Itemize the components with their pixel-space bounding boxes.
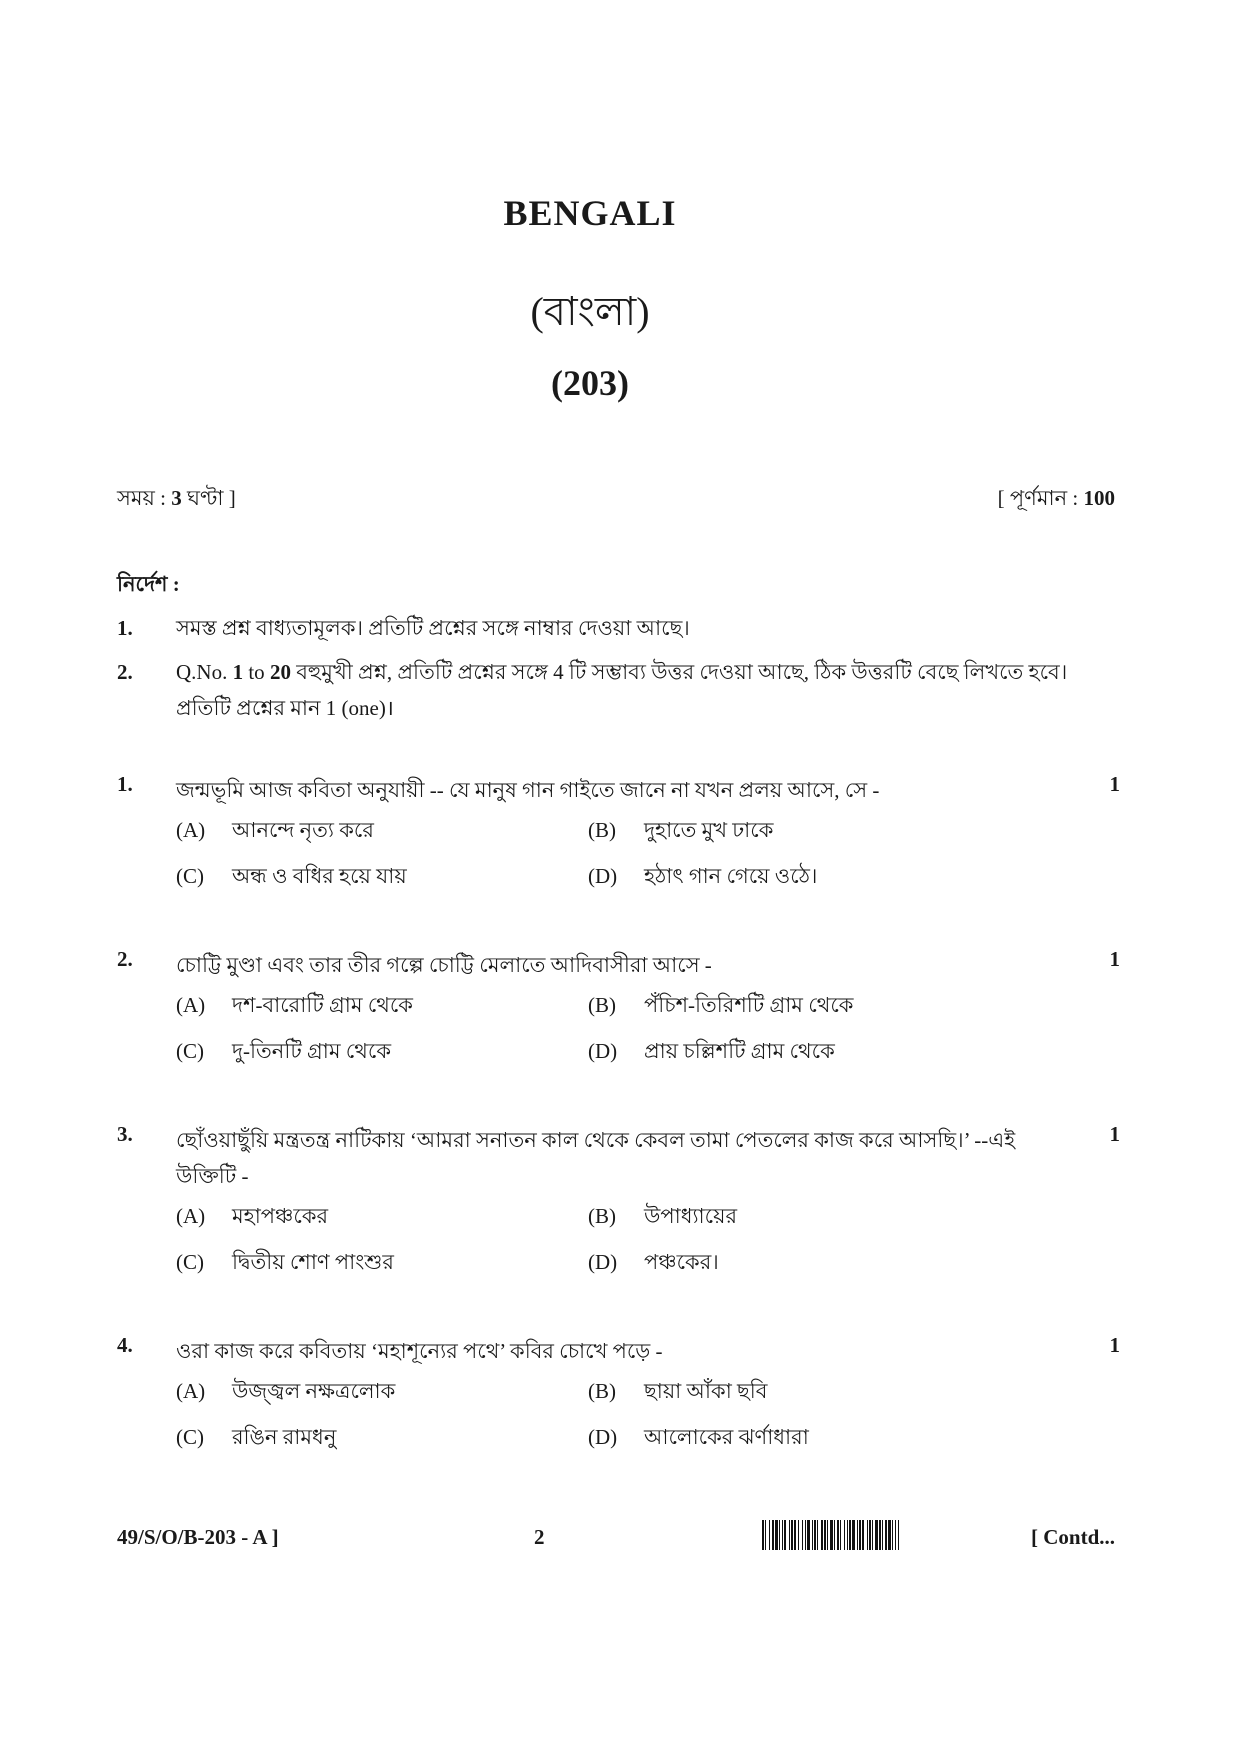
option-text: রঙিন রামধনু [232, 1425, 337, 1449]
option-a [176, 989, 413, 1024]
option-d [588, 1035, 835, 1070]
option-label: (B) [588, 818, 616, 842]
option-text: হঠাৎ গান গেয়ে ওঠে। [644, 864, 818, 888]
option-label: (B) [588, 1379, 616, 1403]
option-text: মহাপঞ্চকের [232, 1204, 329, 1228]
question-text: ওরা কাজ করে কবিতায় ‘মহাশূন্যের পথে’ কবির চোখে পড়ে - [176, 1339, 663, 1363]
time-value: 3 [171, 486, 182, 510]
instructions-heading: নির্দেশ : [117, 572, 180, 596]
instruction-qno-to-word: to [248, 660, 265, 684]
option-text: আনন্দে নৃত্য করে [232, 818, 374, 842]
option-label: (A) [176, 1204, 206, 1228]
option-label: (C) [176, 1039, 204, 1063]
page-number: 2 [534, 1525, 545, 1549]
instruction-qno-from: 1 [232, 660, 244, 684]
instruction-body: বহুমুখী প্রশ্ন, প্রতিটি প্রশ্নের সঙ্গে 4 টি সম্ভাব্য উত্তর দেওয়া আছে, ঠিক উত্তরটি বেছে লিখতে হবে। প্রতিটি প্রশ্নের মান 1 (one)। [176, 660, 1068, 720]
subject-title: BENGALI [503, 193, 677, 233]
option-d [588, 1246, 719, 1281]
time-unit: ঘণ্টা ] [187, 486, 236, 510]
option-label: (C) [176, 1250, 204, 1274]
option-text: দু-তিনটি গ্রাম থেকে [232, 1039, 392, 1063]
option-label: (B) [588, 1204, 616, 1228]
marks-label: [ পূর্ণমান : [997, 486, 1079, 510]
option-label: (A) [176, 1379, 206, 1403]
time-allowed [117, 482, 236, 517]
option-a [176, 814, 374, 849]
option-b [588, 989, 853, 1024]
option-label: (D) [588, 1425, 618, 1449]
question-marks: 1 [1109, 947, 1120, 971]
question-number: 2. [117, 947, 133, 971]
option-label: (D) [588, 1250, 618, 1274]
continued-label: [ Contd... [1030, 1525, 1115, 1549]
subject-title-bengali: (বাংলা) [530, 289, 650, 334]
option-label: (B) [588, 993, 616, 1017]
instruction-number: 2. [117, 660, 133, 684]
option-text: দুহাতে মুখ ঢাকে [644, 818, 774, 842]
option-a [176, 1200, 328, 1235]
option-d [588, 860, 817, 895]
maximum-marks [998, 482, 1115, 517]
option-text: আলোকের ঝর্ণাধারা [644, 1425, 809, 1449]
question-number: 1. [117, 772, 133, 796]
question-block [117, 772, 1120, 888]
question-number: 4. [117, 1333, 133, 1357]
option-d [588, 1421, 809, 1456]
instruction-number: 1. [117, 616, 133, 640]
option-b [588, 814, 773, 849]
option-label: (C) [176, 1425, 204, 1449]
time-label: সময় : [117, 486, 166, 510]
instruction-qno-prefix: Q.No. [176, 660, 228, 684]
option-c [176, 1421, 336, 1456]
question-text: ছোঁওয়াছুঁয়ি মন্ত্রতন্ত্র নাটিকায় ‘আমরা সনাতন কাল থেকে কেবল তামা পেতলের কাজ করে আসছি।’ --এই উক্তিটি - [176, 1128, 1016, 1188]
instruction-item [117, 610, 1120, 646]
subject-code: (203) [551, 363, 629, 403]
question-block [117, 947, 1120, 1063]
option-text: উজ্জ্বল নক্ষত্রলোক [232, 1379, 396, 1403]
option-b [588, 1200, 737, 1235]
question-text: চোট্টি মুণ্ডা এবং তার তীর গল্পে চোট্টি মেলাতে আদিবাসীরা আসে - [176, 953, 712, 977]
option-text: দ্বিতীয় শোণ পাংশুর [232, 1250, 394, 1274]
question-block [117, 1122, 1120, 1274]
option-label: (D) [588, 1039, 618, 1063]
paper-code: 49/S/O/B-203 - A ] [117, 1525, 279, 1549]
question-marks: 1 [1109, 1122, 1120, 1146]
marks-value: 100 [1083, 486, 1115, 510]
question-text: জন্মভূমি আজ কবিতা অনুযায়ী -- যে মানুষ গান গাইতে জানে না যখন প্রলয় আসে, সে - [176, 778, 880, 802]
barcode-icon [762, 1520, 1017, 1550]
instruction-qno-to: 20 [269, 660, 291, 684]
instruction-item [117, 654, 1120, 726]
option-a [176, 1375, 395, 1410]
option-text: ছায়া আঁকা ছবি [644, 1379, 768, 1403]
option-label: (D) [588, 864, 618, 888]
option-text: দশ-বারোটি গ্রাম থেকে [232, 993, 413, 1017]
question-block [117, 1333, 1120, 1449]
option-text: অন্ধ ও বধির হয়ে যায় [232, 864, 407, 888]
option-c [176, 860, 407, 895]
question-number: 3. [117, 1122, 133, 1146]
option-b [588, 1375, 767, 1410]
option-text: উপাধ্যায়ের [644, 1204, 738, 1228]
option-c [176, 1035, 391, 1070]
option-text: পঁচিশ-তিরিশটি গ্রাম থেকে [644, 993, 854, 1017]
option-c [176, 1246, 394, 1281]
question-marks: 1 [1109, 1333, 1120, 1357]
option-label: (A) [176, 818, 206, 842]
option-label: (C) [176, 864, 204, 888]
option-label: (A) [176, 993, 206, 1017]
instruction-text: সমস্ত প্রশ্ন বাধ্যতামূলক। প্রতিটি প্রশ্নের সঙ্গে নাম্বার দেওয়া আছে। [176, 616, 690, 640]
option-text: প্রায় চল্লিশটি গ্রাম থেকে [644, 1039, 835, 1063]
question-marks: 1 [1109, 772, 1120, 796]
instruction-text [176, 654, 1120, 726]
option-text: পঞ্চকের। [644, 1250, 719, 1274]
